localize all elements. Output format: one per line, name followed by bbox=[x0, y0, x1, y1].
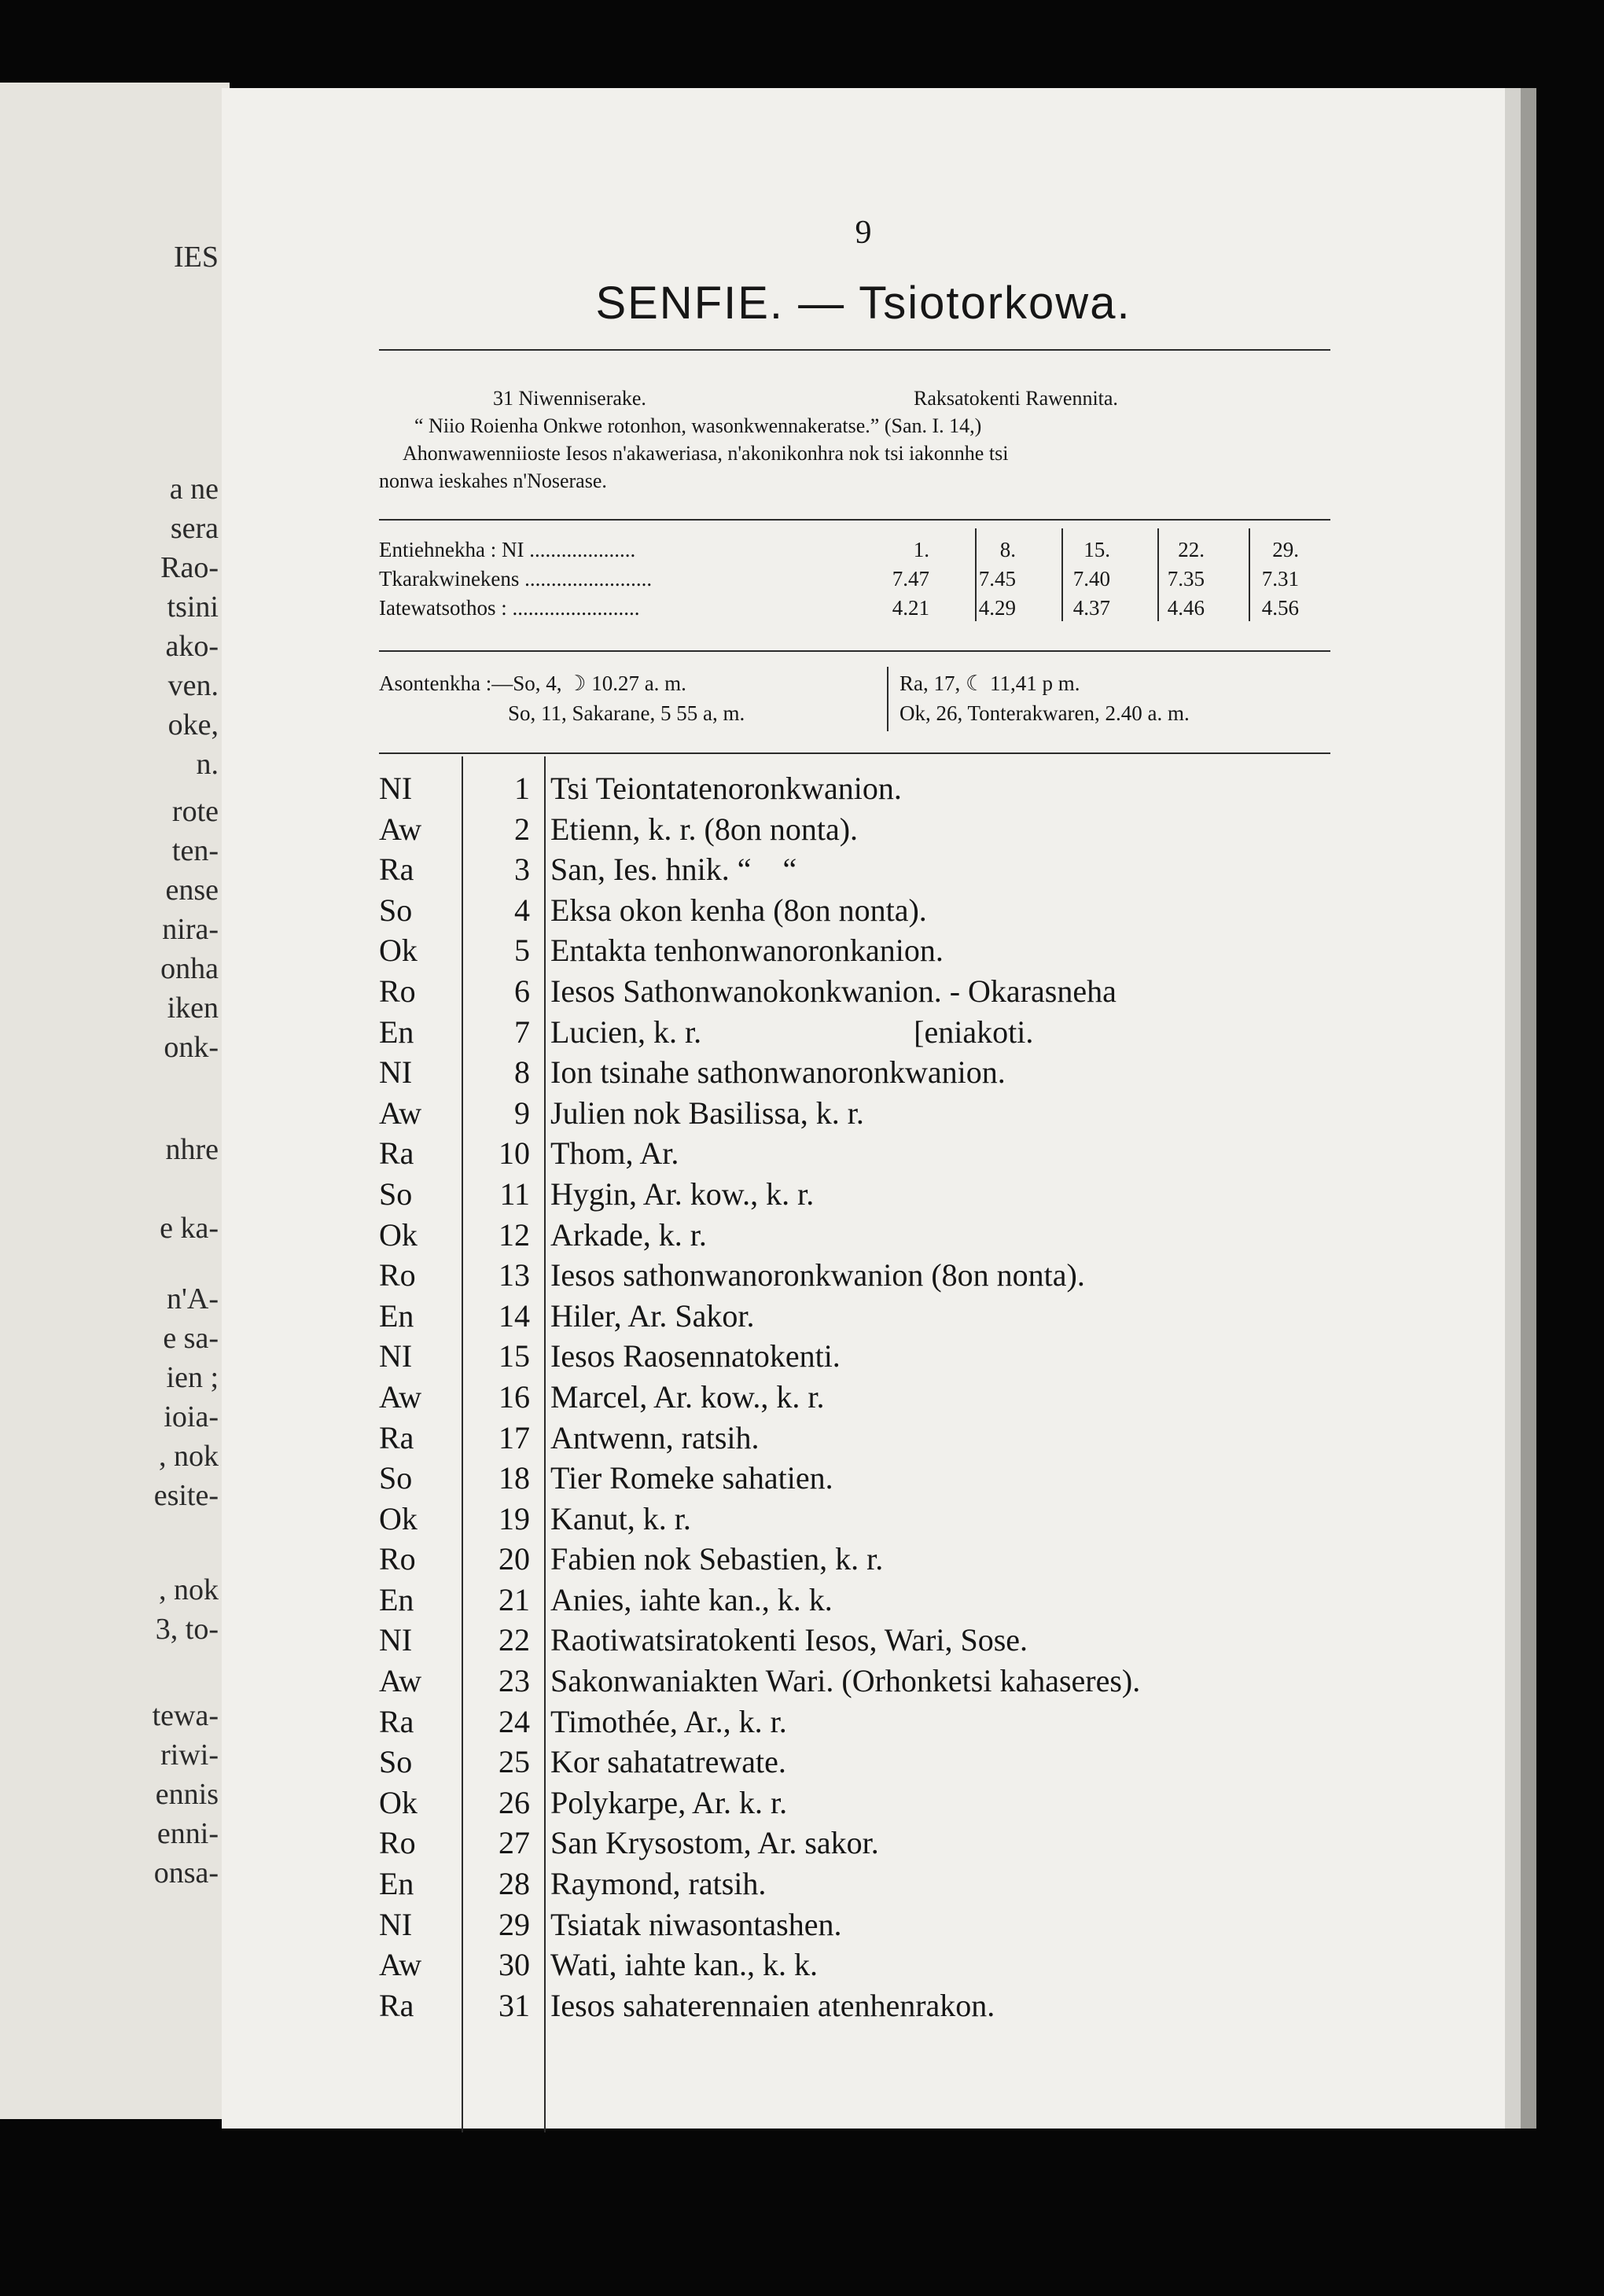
calendar-weekday: Ro bbox=[379, 973, 416, 1009]
calendar-weekday: Ok bbox=[379, 1216, 418, 1253]
calendar-date: 24 bbox=[498, 1703, 530, 1739]
calendar-date: 6 bbox=[514, 973, 530, 1009]
sun-row-label: Iatewatsothos : ........................ bbox=[379, 596, 640, 620]
calendar-entry: Iesos Raosennatokenti. bbox=[550, 1338, 841, 1374]
calendar-date: 17 bbox=[498, 1419, 530, 1455]
left-page-fragment-text: e sa- bbox=[163, 1322, 219, 1355]
calendar-weekday: Ro bbox=[379, 1825, 416, 1861]
calendar-entry: Arkade, k. r. bbox=[550, 1216, 707, 1253]
left-page-fragment-text: n. bbox=[196, 748, 219, 781]
calendar-date: 9 bbox=[514, 1095, 530, 1131]
calendar-top-rule bbox=[379, 752, 1330, 754]
sun-cell: 8. bbox=[999, 538, 1016, 561]
calendar-date: 31 bbox=[498, 1987, 530, 2023]
left-page-fragment-text: n'A- bbox=[167, 1282, 219, 1315]
left-page-fragment-text: ioia- bbox=[164, 1400, 219, 1433]
left-page-fragment-text: nira- bbox=[162, 913, 219, 946]
left-page-fragment-text: ten- bbox=[171, 834, 219, 867]
sun-cell: 29. bbox=[1272, 538, 1299, 561]
calendar-entry: Marcel, Ar. kow., k. r. bbox=[550, 1378, 825, 1415]
calendar-weekday: NI bbox=[379, 1906, 413, 1942]
left-page-fragment-text: tsini bbox=[167, 591, 219, 624]
calendar-entry: Tier Romeke sahatien. bbox=[550, 1460, 833, 1496]
calendar-entry: Raotiwatsiratokenti Iesos, Wari, Sose. bbox=[550, 1622, 1028, 1658]
calendar-weekday: Ra bbox=[379, 1419, 414, 1455]
left-page-fragment-text: iken bbox=[167, 992, 219, 1025]
feast-right: Raksatokenti Rawennita. bbox=[914, 387, 1118, 410]
left-page-fragment-text: ien ; bbox=[166, 1361, 219, 1394]
calendar-weekday: So bbox=[379, 1460, 413, 1496]
calendar-weekday: Ro bbox=[379, 1541, 416, 1577]
calendar-weekday: Aw bbox=[379, 1378, 422, 1415]
calendar-entry: Hygin, Ar. kow., k. r. bbox=[550, 1176, 815, 1212]
left-page-fragment-text: sera bbox=[170, 512, 219, 545]
calendar-date: 7 bbox=[514, 1014, 530, 1050]
left-page-fragment-text: , nok bbox=[159, 1440, 219, 1473]
left-page-fragment-text: oke, bbox=[167, 708, 219, 741]
calendar-entry: Antwenn, ratsih. bbox=[550, 1419, 760, 1455]
left-page-fragment-text: rote bbox=[171, 795, 219, 828]
sun-col-divider bbox=[975, 528, 977, 621]
calendar-entry: Etienn, k. r. (8on nonta). bbox=[550, 811, 859, 847]
left-page-fragment-text: 3, to- bbox=[155, 1613, 219, 1646]
calendar-entry: Polykarpe, Ar. k. r. bbox=[550, 1784, 788, 1820]
left-page-fragment bbox=[0, 83, 230, 2119]
left-page-fragment-text: onk- bbox=[164, 1031, 219, 1064]
title-rule bbox=[379, 349, 1330, 351]
calendar-entry: San Krysostom, Ar. sakor. bbox=[550, 1825, 879, 1861]
calendar-weekday: Ra bbox=[379, 1703, 414, 1739]
left-page-fragment-text: ense bbox=[165, 874, 219, 907]
calendar-entry: Kanut, k. r. bbox=[550, 1500, 691, 1536]
moon-left-line1: Asontenkha :—So, 4, ☽ 10.27 a. m. bbox=[379, 672, 686, 695]
calendar-entry: Raymond, ratsih. bbox=[550, 1866, 767, 1902]
left-page-fragment-text: ven. bbox=[167, 669, 219, 702]
left-page-fragment-text: , nok bbox=[159, 1573, 219, 1606]
calendar-date: 25 bbox=[498, 1744, 530, 1780]
calendar-weekday: Ok bbox=[379, 1784, 418, 1820]
left-page-fragment-text: onsa- bbox=[153, 1856, 219, 1889]
calendar-date: 2 bbox=[514, 811, 530, 847]
almanac-page bbox=[222, 88, 1505, 2129]
calendar-date: 16 bbox=[498, 1378, 530, 1415]
weekday-column bbox=[379, 768, 421, 2026]
left-page-fragment-text: enni- bbox=[156, 1817, 219, 1850]
calendar-date: 28 bbox=[498, 1866, 530, 1902]
sun-cell: 4.29 bbox=[978, 596, 1016, 620]
calendar-entry: Entakta tenhonwanoronkanion. bbox=[550, 933, 944, 969]
calendar-date: 13 bbox=[498, 1257, 530, 1293]
calendar-entry: Iesos sathonwanoronkwanion (8on nonta). bbox=[550, 1257, 1085, 1293]
calendar-date: 22 bbox=[498, 1622, 530, 1658]
calendar-entry: Timothée, Ar., k. r. bbox=[550, 1703, 787, 1739]
sun-cell: 4.21 bbox=[892, 596, 929, 620]
left-page-fragment-text: esite- bbox=[153, 1479, 219, 1512]
calendar-date: 27 bbox=[498, 1825, 530, 1861]
saints-column bbox=[550, 768, 1140, 2026]
calendar-weekday: Ok bbox=[379, 933, 418, 969]
calendar-date: 20 bbox=[498, 1541, 530, 1577]
page-number: 9 bbox=[855, 215, 872, 251]
calendar-weekday: So bbox=[379, 892, 413, 928]
calendar-date: 10 bbox=[498, 1135, 530, 1172]
sun-cell: 4.46 bbox=[1167, 596, 1205, 620]
calendar-entry: Sakonwaniakten Wari. (Orhonketsi kahaseres). bbox=[550, 1663, 1141, 1699]
left-page-fragment-text: tewa- bbox=[152, 1699, 219, 1732]
sun-table-top-rule bbox=[379, 519, 1330, 521]
calendar-entry: Eksa okon kenha (8on nonta). bbox=[550, 892, 927, 928]
sun-col-divider bbox=[1249, 528, 1250, 621]
calendar-date: 11 bbox=[499, 1176, 530, 1212]
calendar-entry: Wati, iahte kan., k. k. bbox=[550, 1947, 819, 1983]
calendar-weekday: Aw bbox=[379, 811, 422, 847]
left-page-fragment-text: onha bbox=[160, 952, 219, 985]
calendar-date: 14 bbox=[498, 1297, 530, 1334]
calendar-entry: Iesos Sathonwanokonkwanion. - Okarasneha bbox=[550, 973, 1117, 1009]
sun-cell: 7.47 bbox=[892, 567, 929, 591]
moon-top-rule bbox=[379, 650, 1330, 652]
date-column bbox=[467, 768, 530, 2026]
calendar-entry: Iesos sahaterennaien atenhenrakon. bbox=[550, 1987, 995, 2023]
moon-right-line1: Ra, 17, ☾ 11,41 p m. bbox=[899, 672, 1080, 695]
calendar-weekday: Aw bbox=[379, 1095, 422, 1131]
calendar-weekday: Aw bbox=[379, 1663, 422, 1699]
calendar-date: 18 bbox=[498, 1460, 530, 1496]
left-page-fragment-text: IES bbox=[174, 241, 219, 274]
calendar-entry: Tsiatak niwasontashen. bbox=[550, 1906, 842, 1942]
calendar-weekday: NI bbox=[379, 1054, 413, 1091]
sun-cell: 4.37 bbox=[1072, 596, 1110, 620]
calendar-date: 15 bbox=[498, 1338, 530, 1374]
calendar-date: 21 bbox=[498, 1581, 530, 1617]
sun-cell: 1. bbox=[913, 538, 929, 561]
calendar-entry: Kor sahatatrewate. bbox=[550, 1744, 786, 1780]
sun-cell: 7.35 bbox=[1167, 567, 1205, 591]
calendar-date: 29 bbox=[498, 1906, 530, 1942]
calendar-date: 1 bbox=[514, 771, 530, 806]
calendar-weekday: Ok bbox=[379, 1500, 418, 1536]
calendar-date: 23 bbox=[498, 1663, 530, 1699]
feast-text-line2: nonwa ieskahes n'Noserase. bbox=[379, 469, 607, 492]
calendar-entry: Tsi Teiontatenoronkwanion. bbox=[550, 771, 902, 806]
feast-text-line1: Ahonwawenniioste Iesos n'akaweriasa, n'akonikonhra nok tsi iakonnhe tsi bbox=[403, 442, 1009, 465]
left-page-fragment-text: a ne bbox=[169, 473, 219, 506]
calendar-entry: Julien nok Basilissa, k. r. bbox=[550, 1095, 864, 1131]
left-page-fragment-text: e ka- bbox=[160, 1212, 219, 1245]
calendar-date: 5 bbox=[514, 933, 530, 969]
feast-quote: “ Niio Roienha Onkwe rotonhon, wasonkwennakeratse.” (San. I. 14,) bbox=[414, 414, 982, 437]
calendar-weekday: En bbox=[379, 1581, 414, 1617]
calendar-weekday: Ro bbox=[379, 1257, 416, 1293]
calendar-date: 4 bbox=[514, 892, 530, 928]
calendar-weekday: NI bbox=[379, 1338, 413, 1374]
calendar-entry: Lucien, k. r. [eniakoti. bbox=[550, 1014, 1034, 1050]
calendar-date: 3 bbox=[514, 852, 530, 888]
calendar-weekday: Ra bbox=[379, 1987, 414, 2023]
left-page-fragment-text: ako- bbox=[165, 630, 219, 663]
calendar-entry: Ion tsinahe sathonwanoronkwanion. bbox=[550, 1054, 1006, 1091]
calendar-date: 26 bbox=[498, 1784, 530, 1820]
calendar-weekday: En bbox=[379, 1866, 414, 1902]
calendar-entry: Thom, Ar. bbox=[550, 1135, 679, 1172]
sun-cell: 7.31 bbox=[1261, 567, 1299, 591]
calendar-weekday: NI bbox=[379, 1622, 413, 1658]
moon-left-line2: So, 11, Sakarane, 5 55 a, m. bbox=[508, 701, 745, 725]
calendar-divider-right bbox=[544, 756, 546, 2132]
page-title: SENFIE. — Tsiotorkowa. bbox=[595, 278, 1131, 329]
sun-cell: 7.45 bbox=[978, 567, 1016, 591]
calendar-entry: Hiler, Ar. Sakor. bbox=[550, 1297, 755, 1334]
calendar-date: 30 bbox=[498, 1947, 530, 1983]
calendar-weekday: So bbox=[379, 1744, 413, 1780]
calendar-weekday: Aw bbox=[379, 1947, 422, 1983]
sun-row-label: Entiehnekha : NI .................... bbox=[379, 538, 636, 561]
sun-cell: 22. bbox=[1178, 538, 1205, 561]
calendar-weekday: Ra bbox=[379, 852, 414, 888]
sun-cell: 7.40 bbox=[1072, 567, 1110, 591]
left-page-fragment-text: riwi- bbox=[160, 1739, 219, 1772]
sun-cell: 15. bbox=[1083, 538, 1110, 561]
sun-col-divider bbox=[1157, 528, 1159, 621]
moon-right-line2: Ok, 26, Tonterakwaren, 2.40 a. m. bbox=[899, 701, 1190, 725]
calendar-weekday: En bbox=[379, 1014, 414, 1050]
feast-left: 31 Niwenniserake. bbox=[493, 387, 646, 410]
moon-divider bbox=[887, 667, 888, 731]
calendar-entry: San, Ies. hnik. “ “ bbox=[550, 852, 797, 888]
calendar-date: 12 bbox=[498, 1216, 530, 1253]
calendar-weekday: NI bbox=[379, 771, 413, 806]
sun-cell: 4.56 bbox=[1261, 596, 1299, 620]
calendar-date: 8 bbox=[514, 1054, 530, 1091]
left-page-fragment-text: nhre bbox=[165, 1133, 219, 1166]
calendar-weekday: En bbox=[379, 1297, 414, 1334]
sun-row-label: Tkarakwinekens ........................ bbox=[379, 567, 653, 591]
calendar-weekday: Ra bbox=[379, 1135, 414, 1172]
calendar-divider-left bbox=[462, 756, 463, 2132]
calendar-weekday: So bbox=[379, 1176, 413, 1212]
calendar-entry: Fabien nok Sebastien, k. r. bbox=[550, 1541, 884, 1577]
left-page-fragment-text: Rao- bbox=[160, 551, 219, 584]
calendar-entry: Anies, iahte kan., k. k. bbox=[550, 1581, 833, 1617]
sun-col-divider bbox=[1061, 528, 1063, 621]
calendar-date: 19 bbox=[498, 1500, 530, 1536]
left-page-fragment-text: ennis bbox=[155, 1778, 219, 1811]
